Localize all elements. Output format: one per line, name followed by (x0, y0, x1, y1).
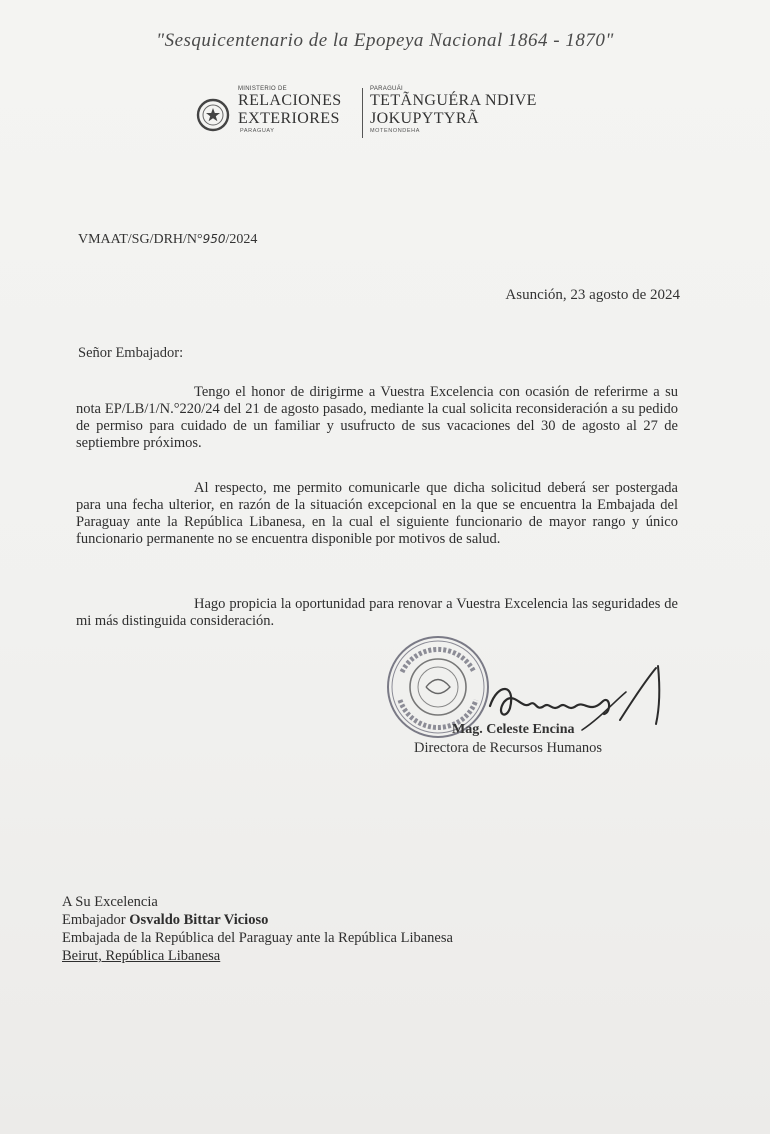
reference-prefix: VMAAT/SG/DRH/N° (78, 232, 203, 247)
recipient-title: Embajador (62, 912, 130, 928)
paragraph-text: Tengo el honor de dirigirme a Vuestra Excelencia con ocasión de referirme a su nota EP/LB/1/N.°220/24 del 21 de agosto pasado, mediante la cual solicita reconsideración a su pedido de permiso para cuidado de un familiar y usufructo de sus vacaciones del 30 de agosto al 27 de septiembre próximos. (76, 384, 678, 451)
ministry-gn-small: PARAGUÁI (370, 86, 403, 92)
recipient-line: A Su Excelencia (62, 894, 158, 910)
logo-divider (362, 88, 363, 138)
paragraph-text: Al respecto, me permito comunicarle que dicha solicitud deberá ser postergada para una fecha ulterior, en razón de la situación excepcional en la que se encuentra la Embajada del Paraguay ante la República Libanesa, en la cual el siguiente funcionario de mayor rango y único funcionario permanente no se encuentra disponible por motivos de salud. (76, 480, 678, 547)
recipient-line: Embajada de la República del Paraguay ante la República Libanesa (62, 930, 453, 946)
recipient-name: Osvaldo Bittar Vicioso (129, 912, 269, 928)
body-paragraph (76, 384, 678, 452)
paragraph-text: Hago propicia la oportunidad para renovar a Vuestra Excelencia las seguridades de mi más distinguida consideración. (76, 596, 678, 629)
national-seal-icon (196, 98, 230, 132)
signer-name: Mag. Celeste Encina (452, 722, 575, 737)
ministry-gn-line1: TETÃNGUÉRA NDIVE (370, 92, 537, 109)
ministry-gn-line2: JOKUPYTYRÃ (370, 110, 479, 127)
body-paragraph (76, 480, 678, 548)
ministry-es-line1: RELACIONES (238, 92, 342, 109)
ministry-es-line2: EXTERIORES (238, 110, 340, 127)
letter-date: Asunción, 23 agosto de 2024 (505, 287, 680, 303)
ministry-name-guarani (370, 86, 570, 134)
recipient-line (62, 911, 453, 929)
commemorative-motto: "Sesquicentenario de la Epopeya Nacional 1864 - 1870" (156, 30, 614, 51)
salutation: Señor Embajador: (78, 345, 184, 361)
ministry-es-country: PARAGUAY (240, 128, 275, 134)
signer-title: Directora de Recursos Humanos (414, 740, 603, 756)
recipient-location: Beirut, República Libanesa (62, 948, 221, 964)
reference-number (78, 232, 257, 248)
ministry-logo (196, 86, 576, 142)
ministry-es-small: MINISTERIO DE (238, 86, 287, 92)
recipient-block (62, 893, 453, 965)
reference-handwritten-number: 950 (202, 232, 226, 246)
body-paragraph (76, 596, 678, 630)
ministry-name-spanish (238, 86, 356, 134)
reference-suffix: /2024 (225, 232, 258, 247)
ministry-gn-country: MOTENONDEHA (370, 128, 420, 134)
